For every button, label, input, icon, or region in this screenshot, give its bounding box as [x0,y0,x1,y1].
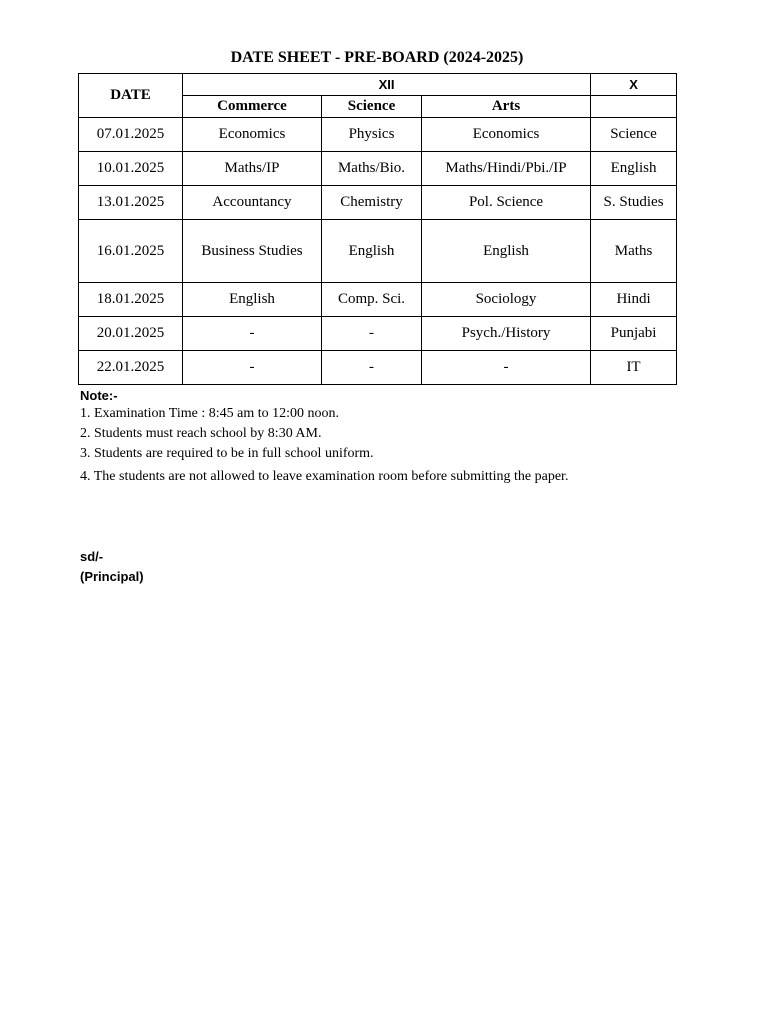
class-x-cell: Maths [591,220,677,283]
science-cell: Comp. Sci. [322,283,422,317]
science-cell: Maths/Bio. [322,152,422,186]
commerce-cell: Maths/IP [183,152,322,186]
date-cell: 13.01.2025 [79,186,183,220]
date-cell: 07.01.2025 [79,118,183,152]
arts-cell: Psych./History [422,317,591,351]
stream-header-arts: Arts [422,96,591,118]
date-cell: 22.01.2025 [79,351,183,385]
table-row [79,283,677,317]
class-x-cell: S. Studies [591,186,677,220]
arts-cell: English [422,220,591,283]
science-cell: - [322,351,422,385]
stream-header-x-blank [591,96,677,118]
stream-header-commerce: Commerce [183,96,322,118]
date-cell: 10.01.2025 [79,152,183,186]
notes-heading: Note:- [80,388,118,403]
date-cell: 16.01.2025 [79,220,183,283]
class-x-cell: Hindi [591,283,677,317]
note-item: 2. Students must reach school by 8:30 AM. [80,426,322,441]
class-x-cell: IT [591,351,677,385]
science-cell: Chemistry [322,186,422,220]
commerce-cell: English [183,283,322,317]
science-cell: English [322,220,422,283]
class-xii-header: XII [183,74,591,96]
arts-cell: - [422,351,591,385]
commerce-cell: - [183,351,322,385]
date-cell: 20.01.2025 [79,317,183,351]
page-title: DATE SHEET - PRE-BOARD (2024-2025) [230,49,524,66]
note-item: 1. Examination Time : 8:45 am to 12:00 noon. [80,406,339,421]
arts-cell: Economics [422,118,591,152]
arts-cell: Maths/Hindi/Pbi./IP [422,152,591,186]
science-cell: Physics [322,118,422,152]
header-row-classes [79,74,677,96]
class-x-header: X [591,74,677,96]
arts-cell: Pol. Science [422,186,591,220]
table-row [79,220,677,283]
table-row [79,118,677,152]
commerce-cell: Economics [183,118,322,152]
notes-section [80,387,730,487]
note-item: 3. Students are required to be in full school uniform. [80,446,374,461]
note-item: 4. The students are not allowed to leave examination room before submitting the paper. [80,469,569,484]
commerce-cell: Accountancy [183,186,322,220]
table-row [79,351,677,385]
signature-block [80,548,144,586]
table-row [79,186,677,220]
commerce-cell: - [183,317,322,351]
stream-header-science: Science [322,96,422,118]
class-x-cell: Science [591,118,677,152]
signature-designation: (Principal) [80,569,144,584]
date-column-header: DATE [79,74,183,118]
table-row [79,317,677,351]
commerce-cell: Business Studies [183,220,322,283]
date-cell: 18.01.2025 [79,283,183,317]
science-cell: - [322,317,422,351]
table-row [79,152,677,186]
class-x-cell: Punjabi [591,317,677,351]
arts-cell: Sociology [422,283,591,317]
class-x-cell: English [591,152,677,186]
date-sheet-table [78,73,677,385]
signature-sd: sd/- [80,549,104,564]
